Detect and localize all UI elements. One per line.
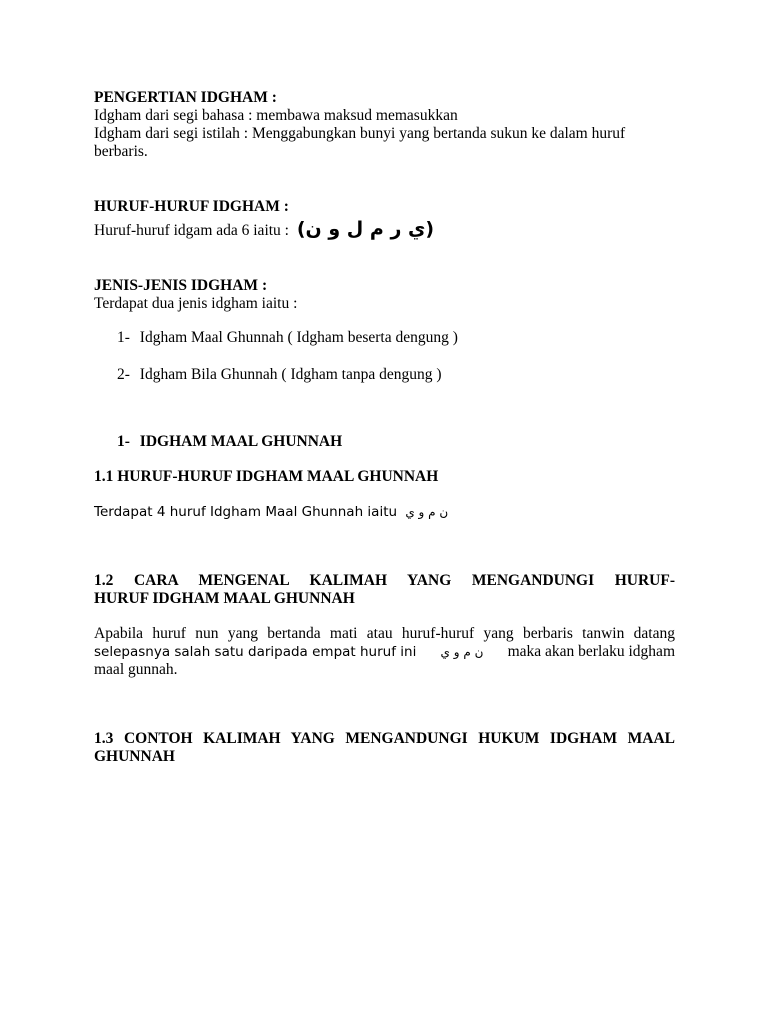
bahasa-definition: Idgham dari segi bahasa : membawa maksud memasukkan — [94, 107, 458, 124]
list-number: 2- — [117, 366, 130, 383]
istilah-definition-line1: Idgham dari segi istilah : Menggabungkan bunyi yang bertanda sukun ke dalam huruf — [94, 125, 626, 142]
subsection-1-2-heading-line1: 1.2 CARA MENGENAL KALIMAH YANG MENGANDUNGI HURUF- — [94, 572, 675, 589]
para-line2-start: selepasnya salah satu daripada empat huruf ini — [94, 644, 417, 660]
huruf-idgham-line — [94, 219, 434, 241]
list-number: 1- — [117, 329, 130, 346]
list-item-text: Idgham Bila Ghunnah ( Idgham tanpa dengung ) — [139, 366, 442, 383]
subsection-1-1-text: Terdapat 4 huruf Idgham Maal Ghunnah iaitu — [94, 504, 398, 520]
subsection-1-2-para-line2 — [94, 642, 675, 662]
subsection-1-2-para-line3: maal gunnah. — [94, 661, 178, 678]
istilah-definition-line2: berbaris. — [94, 143, 148, 160]
subsection-1-1-heading: 1.1 HURUF-HURUF IDGHAM MAAL GHUNNAH — [94, 468, 439, 485]
subsection-1-3-heading-line1: 1.3 CONTOH KALIMAH YANG MENGANDUNGI HUKUM IDGHAM MAAL — [94, 730, 675, 747]
jenis-idgham-intro: Terdapat dua jenis idgham iaitu : — [94, 295, 298, 312]
section-number: 1- — [117, 433, 130, 450]
jenis-list-item — [117, 365, 442, 385]
jenis-list-item — [117, 328, 458, 348]
para-line2-letters: ن م و ي — [440, 645, 484, 659]
subsection-1-2-heading-line2: HURUF IDGHAM MAAL GHUNNAH — [94, 590, 355, 607]
jenis-idgham-heading: JENIS-JENIS IDGHAM : — [94, 277, 268, 294]
huruf-idgham-heading: HURUF-HURUF IDGHAM : — [94, 198, 289, 215]
pengertian-heading: PENGERTIAN IDGHAM : — [94, 89, 277, 106]
para-line2-end: maka akan berlaku idgham — [507, 643, 675, 660]
idgham-maal-ghunnah-heading — [117, 432, 342, 452]
section-title: IDGHAM MAAL GHUNNAH — [139, 433, 343, 450]
list-item-text: Idgham Maal Ghunnah ( Idgham beserta dengung ) — [139, 329, 458, 346]
subsection-1-3-heading-line2: GHUNNAH — [94, 748, 175, 765]
subsection-1-1-text-line — [94, 502, 448, 522]
huruf-idgham-letters: (ي ر م ل و ن) — [296, 218, 435, 240]
huruf-idgham-text: Huruf-huruf idgam ada 6 iaitu : — [94, 222, 289, 239]
subsection-1-1-letters: ن م و ي — [405, 505, 449, 519]
subsection-1-2-para-line1: Apabila huruf nun yang bertanda mati atau huruf-huruf yang berbaris tanwin datang — [94, 625, 675, 642]
